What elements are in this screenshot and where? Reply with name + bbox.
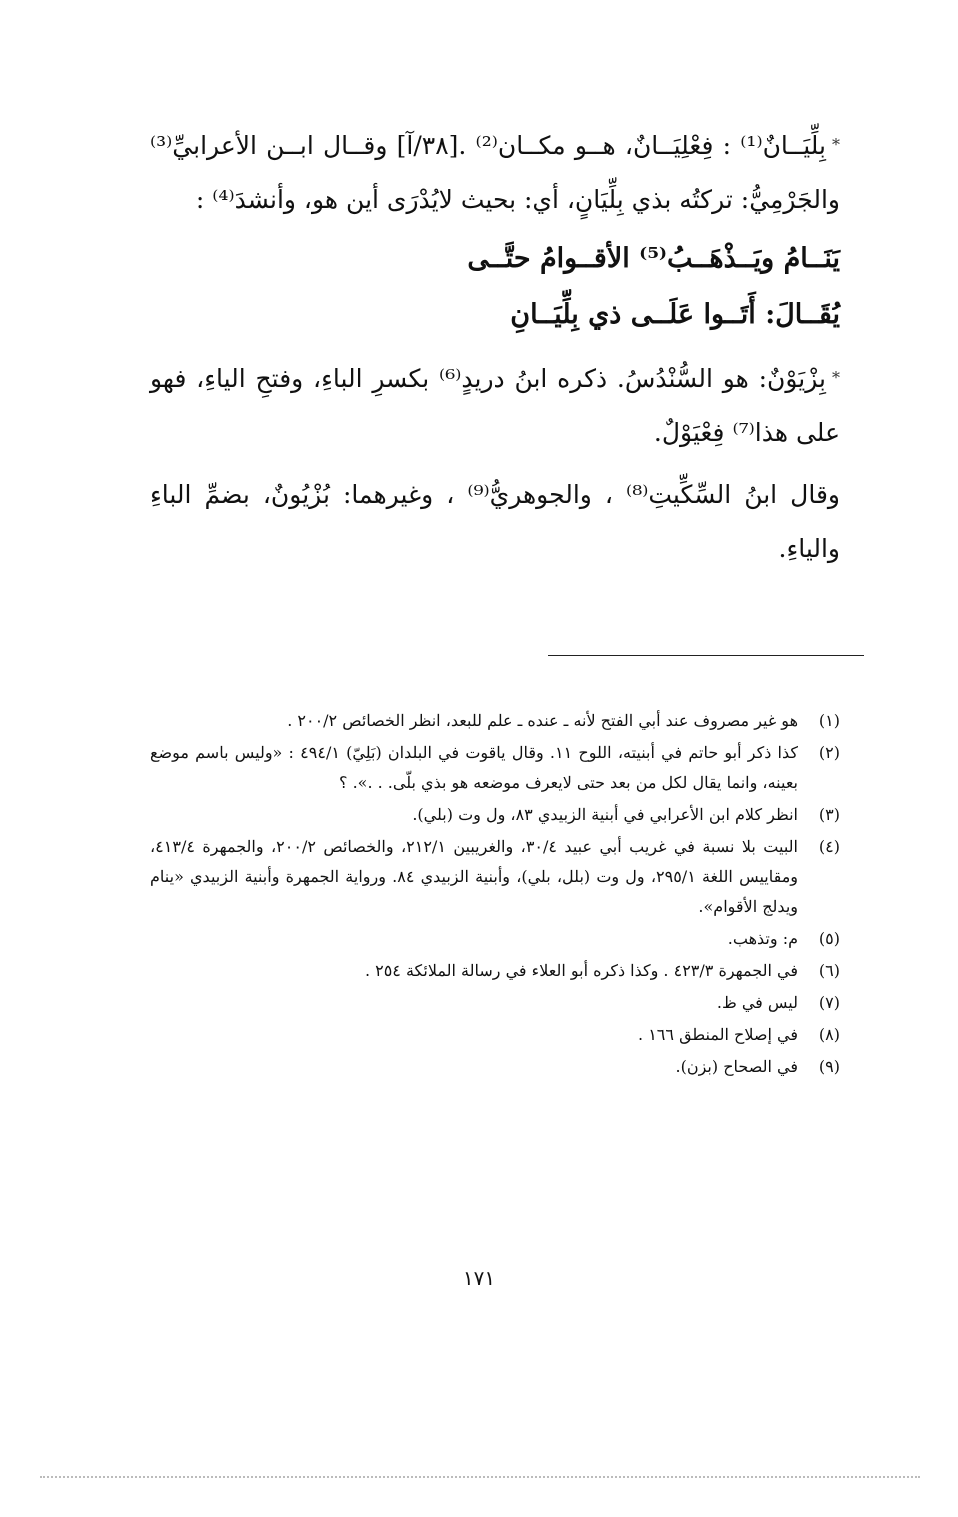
- verse-second-hemistich: يُقَــالَ: أَتَــوا عَلَــى ذي بِلِّيَــانِ: [510, 299, 840, 330]
- entry-star-icon: *: [832, 368, 840, 387]
- footnote-text: في إصلاح المنطق ١٦٦ .: [638, 1025, 798, 1044]
- footnote-number: (٦): [818, 961, 840, 980]
- footnote-number: (٤): [818, 837, 840, 856]
- footnote: [150, 1020, 840, 1050]
- footnote-number: (٥): [818, 929, 840, 948]
- footnote-text: في الجمهرة ٤٢٣/٣ . وكذا ذكره أبو العلاء في رسالة الملائكة ٢٥٤ .: [364, 961, 798, 980]
- entry-star-icon: *: [831, 135, 840, 154]
- verse-first-hemistich: يَنَــامُ ويَــذْهَــبُ⁽⁵⁾ الأقــوامُ حتَّــى: [467, 243, 840, 274]
- footnote-text: في الصحاح (بزن).: [675, 1057, 798, 1076]
- footnote: [150, 832, 840, 922]
- footnote-number: (٧): [818, 993, 840, 1012]
- footnote: [150, 1052, 840, 1082]
- footnote: [150, 800, 840, 830]
- footnote-text: كذا ذكر أبو حاتم في أبنيته، اللوح ١١. وقال ياقوت في البلدان (بَلِيّ) ٤٩٤/١ : «وليس باسم موضع بعينه، وانما يقال لكل من بعد حتى لايعرف موضعه هو بذي بلّى. . .». ؟: [150, 743, 799, 792]
- footnote: [150, 738, 840, 798]
- footnote-number: (١): [818, 711, 840, 730]
- main-text: [150, 118, 840, 576]
- footnote: [150, 956, 840, 986]
- entry-billiyan: [150, 118, 840, 227]
- footnote-text: م: وتذهب.: [727, 929, 798, 948]
- footnote-number: (٣): [818, 805, 840, 824]
- footnote-text: البيت بلا نسبة في غريب أبي عبيد ٣٠/٤، والغريبين ٢١٢/١، والخصائص ٢٠٠/٢، والجمهرة ٤١٣/٤، ومقاييس اللغة ٢٩٥/١، ول وت (بلل، بلي)، وأبنية الزبيدي ٨٤. ورواية الجمهرة وأبنية الزبيدي «ينام ويدلج الأقوام».: [150, 837, 799, 916]
- entry-buzyun: وقال ابنُ السِّكِّيتِ⁽⁸⁾ ، والجوهريُّ⁽⁹⁾ ، وغيرهما: بُزْيُونٌ، بضمِّ الباءِ والياءِ.: [150, 480, 840, 563]
- footnote: [150, 924, 840, 954]
- footnote-text: هو غير مصروف عند أبي الفتح لأنه ـ عنده ـ علم للبعد، انظر الخصائص ٢٠٠/٢ .: [287, 711, 798, 730]
- footnote-number: (٨): [818, 1025, 840, 1044]
- footnotes: [150, 706, 840, 1084]
- footnote-separator: [548, 655, 864, 656]
- footnote: [150, 988, 840, 1018]
- footnote-number: (٢): [818, 743, 840, 762]
- footnote: [150, 706, 840, 736]
- footnote-text: انظر كلام ابن الأعرابي في أبنية الزبيدي ٨٣، ول وت (بلي).: [412, 805, 798, 824]
- poetry-verse: [150, 231, 840, 343]
- scan-edge-artifact: [40, 1476, 920, 1480]
- footnote-number: (٩): [818, 1057, 840, 1076]
- page-number: ١٧١: [462, 1266, 496, 1290]
- entry-bizyawn-text: بِزْيَوْنٌ: هو السُّنْدُسُ. ذكره ابنُ دريدٍ⁽⁶⁾ بكسرِ الباءِ، وفتحِ الياءِ، فهو على هذا⁽⁷⁾ فِعْيَوْلٌ.: [150, 364, 840, 447]
- entry-bizyawn: [150, 351, 840, 460]
- footnote-text: ليس في ظ.: [716, 993, 798, 1012]
- entry-billiyan-text: بِلِّيَــانٌ⁽¹⁾ : فِعْلِيَــانٌ، هــو مكــان⁽²⁾ .[٣٨/آ] وقــال ابــن الأعرابيِّ⁽³⁾ والجَرْمِيُّ: تركتُه بذي بِلِّيَانٍ، أي: بحيث لايُدْرَى أين هو، وأنشدَ⁽⁴⁾ :: [150, 131, 840, 214]
